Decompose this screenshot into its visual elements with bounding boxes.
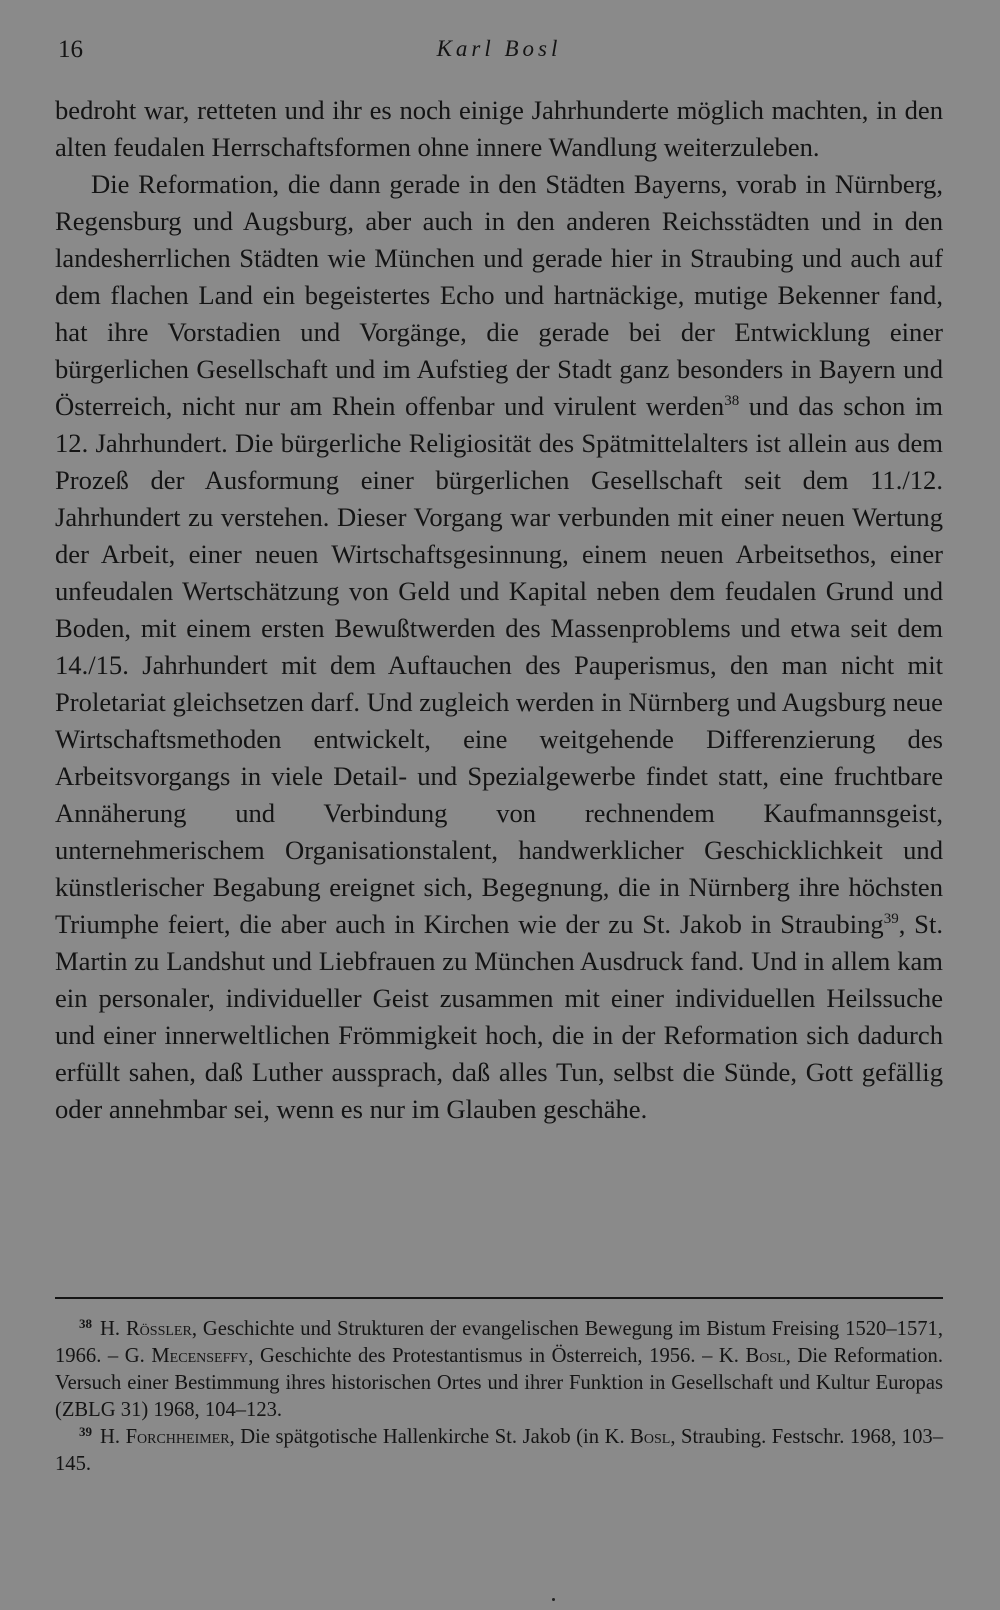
footnote-38-author-3: Bosl bbox=[745, 1345, 786, 1367]
footnote-divider bbox=[55, 1297, 943, 1299]
footnote-38-text: H. bbox=[100, 1318, 126, 1340]
footnotes bbox=[55, 1316, 943, 1478]
footnote-38-text: , Geschichte und Strukturen der evangelischen Bewegung im Bistum Freising 1520–1571, 1966. – G. bbox=[55, 1318, 943, 1367]
footnote-38 bbox=[55, 1316, 943, 1424]
page-header bbox=[58, 36, 940, 70]
paragraph-2 bbox=[55, 166, 943, 1128]
paragraph-2-part-a: Die Reformation, die dann gerade in den Städten Bayerns, vorab in Nürnberg, Regensburg und Augsburg, aber auch in den anderen Reichsstädten und in den landesherrlichen Städten wie München und gerade hier in Straubing und auch auf dem flachen Land ein begeistertes Echo und hartnäckige, mutige Bekenner fand, hat ihre Vorstadien und Vorgänge, die gerade bei der Entwicklung einer bürgerlichen Gesellschaft und im Aufstieg der Stadt ganz besonders in Bayern und Österreich, nicht nur am Rhein offenbar und virulent werden bbox=[55, 169, 943, 421]
footnote-ref-38[interactable]: 38 bbox=[724, 393, 740, 409]
footnote-39-text: , Straubing. Festschr. 1968, 103–145. bbox=[55, 1426, 943, 1475]
footnote-39-text: H. bbox=[100, 1426, 126, 1448]
running-head-author: Karl Bosl bbox=[436, 36, 562, 61]
footnote-38-author-2: Mecenseffy bbox=[151, 1345, 249, 1367]
footnote-39-author-2: Bosl bbox=[630, 1426, 671, 1448]
scan-speck bbox=[552, 1598, 555, 1601]
body-text bbox=[55, 92, 943, 1128]
footnote-39-text: , Die spätgotische Hallenkirche St. Jakob (in K. bbox=[229, 1426, 631, 1448]
footnote-mark-38: 38 bbox=[79, 1316, 92, 1331]
paragraph-2-part-c: , St. Martin zu Landshut und Liebfrauen zu München Ausdruck fand. Und in allem kam ein personaler, individueller Geist zusammen mit einer individuellen Heilssuche und einer innerweltlichen Frömmigkeit hoch, die in der Reformation sich dadurch erfüllt sahen, daß Luther aussprach, daß alles Tun, selbst die Sünde, Gott gefällig oder annehmbar sei, wenn es nur im Glauben geschähe. bbox=[55, 909, 943, 1124]
footnote-ref-39[interactable]: 39 bbox=[883, 911, 899, 927]
footnote-38-text: , Die Reformation. Versuch einer Bestimmung ihres historischen Ortes und ihrer Funktion in Gesellschaft und Kultur Europas (ZBLG 31) 1968, 104–123. bbox=[55, 1345, 943, 1421]
footnote-mark-39: 39 bbox=[79, 1424, 92, 1439]
paragraph-1: bedroht war, retteten und ihr es noch einige Jahrhunderte möglich machten, in den alten feudalen Herrschaftsformen ohne innere Wandlung weiterzuleben. bbox=[55, 95, 943, 162]
paragraph-2-part-b: und das schon im 12. Jahrhundert. Die bürgerliche Religiosität des Spätmittelalters ist allein aus dem Prozeß der Ausformung einer bürgerlichen Gesellschaft seit dem 11./12. Jahrhundert zu verstehen. Dieser Vorgang war verbunden mit einer neuen Wertung der Arbeit, einer neuen Wirtschaftsgesinnung, einem neuen Arbeitsethos, einer unfeudalen Wertschätzung von Geld und Kapital neben dem feudalen Grund und Boden, mit einem ersten Bewußtwerden des Massenproblems und etwa seit dem 14./15. Jahrhundert mit dem Auftauchen des Pauperismus, den man nicht mit Proletariat gleichsetzen darf. Und zugleich werden in Nürnberg und Augsburg neue Wirtschaftsmethoden entwickelt, eine weitgehende Differenzierung des Arbeitsvorgangs in viele Detail- und Spezialgewerbe findet statt, eine fruchtbare Annäherung und Verbindung von rechnendem Kaufmannsgeist, unternehmerischem Organisationstalent, handwerklicher Geschicklichkeit und künstlerischer Begabung ereignet sich, Begegnung, die in Nürnberg ihre höchsten Triumphe feiert, die aber auch in Kirchen wie der zu St. Jakob in Straubing bbox=[55, 391, 943, 939]
footnote-38-author-1: Rössler bbox=[125, 1318, 192, 1340]
page-number: 16 bbox=[58, 36, 83, 63]
footnote-39-author-1: Forchheimer bbox=[125, 1426, 230, 1448]
footnote-39 bbox=[55, 1424, 943, 1478]
footnote-38-text: , Geschichte des Protestantismus in Österreich, 1956. – K. bbox=[248, 1345, 746, 1367]
